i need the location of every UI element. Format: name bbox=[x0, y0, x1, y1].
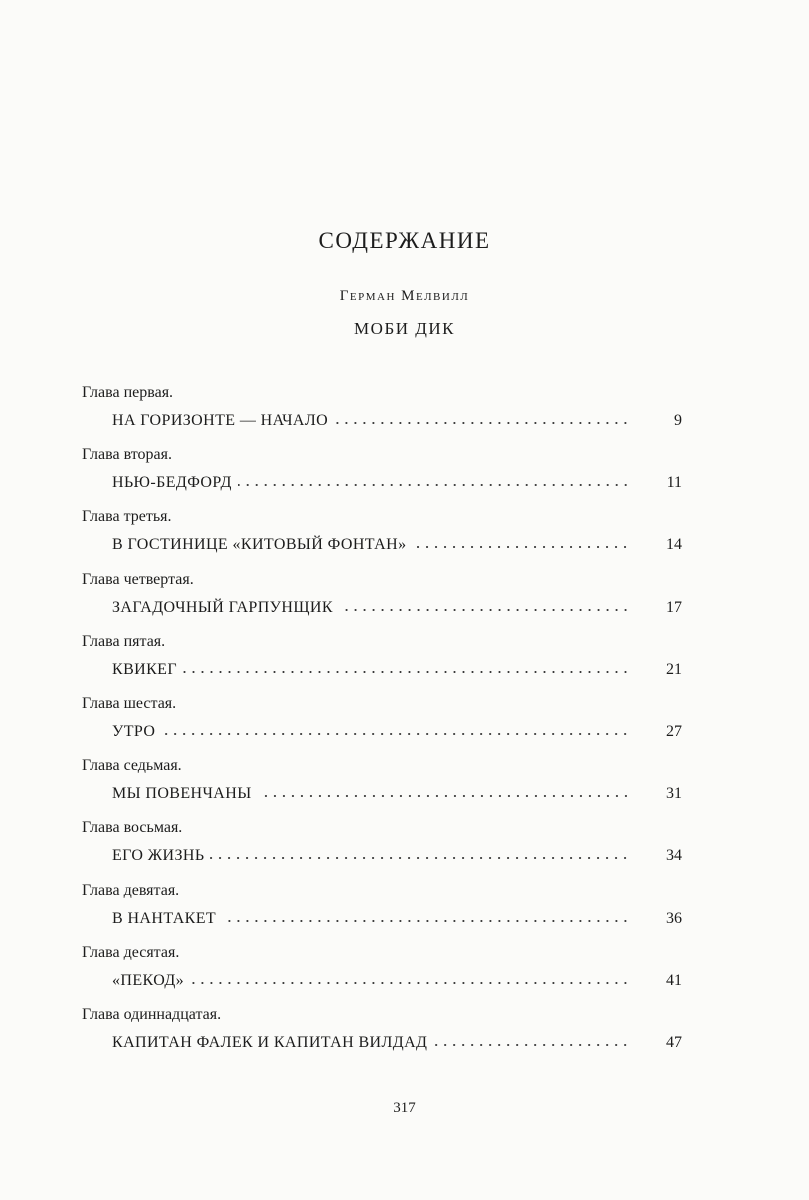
chapter-label: Глава пятая. bbox=[82, 632, 166, 650]
chapter-page-number: 31 bbox=[666, 785, 682, 803]
chapter-label: Глава вторая. bbox=[82, 446, 172, 464]
dot-leader bbox=[238, 475, 630, 487]
dot-leader bbox=[183, 662, 630, 674]
toc-entry[interactable] bbox=[82, 1005, 682, 1067]
chapter-label: Глава шестая. bbox=[82, 694, 177, 712]
author-name: Герман Мелвилл bbox=[339, 288, 470, 304]
chapter-page-number: 9 bbox=[674, 412, 682, 429]
chapter-title: ЗАГАДОЧНЫЙ ГАРПУНЩИК bbox=[112, 598, 333, 616]
chapter-title: НЬЮ-БЕДФОРД bbox=[112, 474, 232, 492]
chapter-page-number: 36 bbox=[666, 909, 682, 927]
chapter-title-line bbox=[112, 411, 682, 433]
chapter-label: Глава девятая. bbox=[82, 881, 180, 899]
chapter-title: ЕГО ЖИЗНЬ bbox=[112, 847, 205, 865]
toc-entry[interactable] bbox=[82, 881, 682, 943]
page-number: 317 bbox=[393, 1100, 416, 1116]
chapter-title-line bbox=[112, 846, 682, 868]
dot-leader bbox=[433, 1035, 630, 1047]
toc-entry[interactable] bbox=[82, 445, 682, 507]
dot-leader bbox=[161, 724, 630, 736]
toc-entry[interactable] bbox=[82, 818, 682, 880]
chapter-title-line bbox=[112, 1033, 682, 1055]
chapter-title: НА ГОРИЗОНТЕ — НАЧАЛО bbox=[112, 412, 329, 429]
chapter-title-line bbox=[112, 598, 682, 620]
toc-entry[interactable] bbox=[82, 507, 682, 569]
chapter-title-line bbox=[112, 722, 682, 744]
chapter-title-line bbox=[112, 660, 682, 682]
dot-leader bbox=[412, 537, 630, 549]
chapter-title: В ГОСТИНИЦЕ «КИТОВЫЙ ФОНТАН» bbox=[112, 536, 407, 554]
dot-leader bbox=[334, 413, 630, 425]
chapter-label: Глава седьмая. bbox=[82, 757, 182, 775]
toc-entry[interactable] bbox=[82, 570, 682, 632]
chapter-title-line bbox=[112, 971, 682, 993]
chapter-label: Глава первая. bbox=[82, 384, 174, 401]
dot-leader bbox=[190, 973, 630, 985]
chapter-label: Глава четвертая. bbox=[82, 570, 194, 588]
chapter-title: УТРО bbox=[112, 722, 156, 740]
dot-leader bbox=[339, 600, 630, 612]
dot-leader bbox=[210, 848, 630, 860]
chapter-title: «ПЕКОД» bbox=[112, 971, 185, 989]
toc-entry[interactable] bbox=[82, 943, 682, 1005]
chapter-title-line bbox=[112, 473, 682, 495]
toc-entry[interactable] bbox=[82, 383, 682, 445]
chapter-page-number: 27 bbox=[666, 722, 682, 740]
chapter-page-number: 47 bbox=[666, 1033, 682, 1051]
chapter-page-number: 21 bbox=[666, 660, 682, 678]
chapter-title-line bbox=[112, 535, 682, 557]
chapter-label: Глава одиннадцатая. bbox=[82, 1005, 222, 1023]
table-of-contents bbox=[82, 383, 682, 1067]
toc-entry[interactable] bbox=[82, 632, 682, 694]
chapter-title: В НАНТАКЕТ bbox=[112, 909, 217, 927]
chapter-page-number: 34 bbox=[666, 847, 682, 865]
chapter-page-number: 41 bbox=[666, 971, 682, 989]
toc-entry[interactable] bbox=[82, 756, 682, 818]
book-title: МОБИ ДИК bbox=[354, 319, 455, 338]
chapter-title: КАПИТАН ФАЛЕК И КАПИТАН ВИЛДАД bbox=[112, 1033, 428, 1051]
chapter-title-line bbox=[112, 909, 682, 931]
chapter-title-line bbox=[112, 784, 682, 806]
dot-leader bbox=[222, 911, 630, 923]
contents-heading: СОДЕРЖАНИЕ bbox=[318, 228, 491, 253]
chapter-page-number: 11 bbox=[666, 474, 682, 492]
chapter-title: МЫ ПОВЕНЧАНЫ bbox=[112, 785, 252, 803]
chapter-title: КВИКЕГ bbox=[112, 660, 177, 678]
chapter-label: Глава десятая. bbox=[82, 943, 180, 961]
chapter-label: Глава третья. bbox=[82, 508, 172, 526]
dot-leader bbox=[258, 786, 630, 798]
toc-entry[interactable] bbox=[82, 694, 682, 756]
chapter-page-number: 14 bbox=[666, 536, 682, 554]
chapter-label: Глава восьмая. bbox=[82, 819, 183, 837]
chapter-page-number: 17 bbox=[666, 598, 682, 616]
